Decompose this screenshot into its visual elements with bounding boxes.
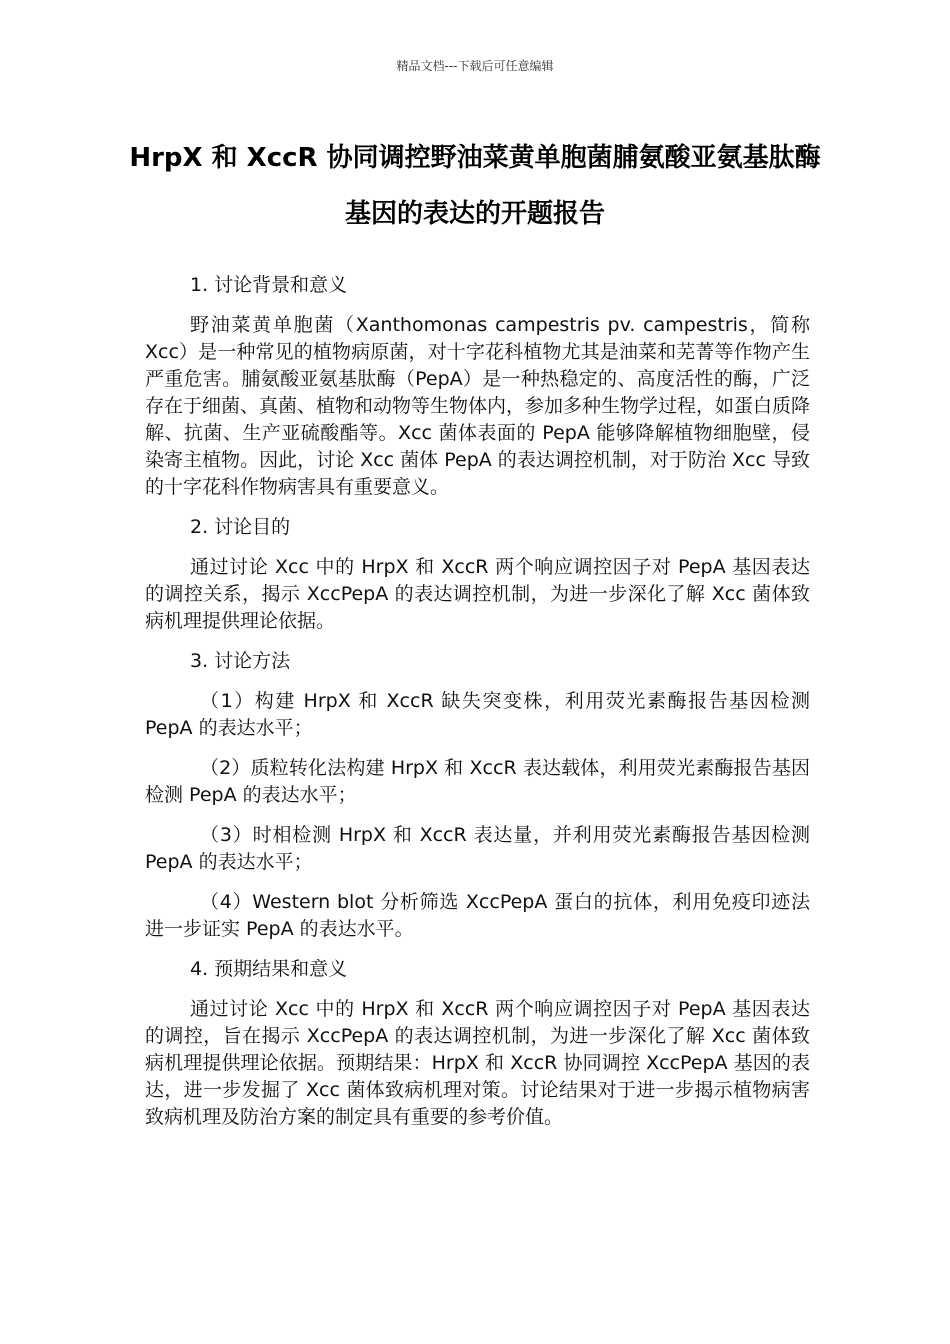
section-heading: 3. 讨论方法 [190, 650, 291, 672]
method-item: （4）Western blot 分析筛选 XccPepA 蛋白的抗体，利用免疫印迹法进一步证实 PepA 的表达水平。 [145, 891, 810, 940]
body-paragraph: 通过讨论 Xcc 中的 HrpX 和 XccR 两个响应调控因子对 PepA 基因表达的调控关系，揭示 XccPepA 的表达调控机制，为进一步深化了解 Xcc 菌体致病机理提供理论依据。 [145, 556, 810, 632]
document-body [145, 272, 810, 1144]
section-methods [145, 648, 810, 943]
method-item: （1）构建 HrpX 和 XccR 缺失突变株，利用荧光素酶报告基因检测 PepA 的表达水平； [145, 690, 810, 739]
document-title: HrpX 和 XccR 协同调控野油菜黄单胞菌脯氨酸亚氨基肽酶基因的表达的开题报告 [129, 143, 821, 229]
section-heading: 4. 预期结果和意义 [190, 958, 348, 980]
section-expected-results [145, 956, 810, 1131]
method-item: （2）质粒转化法构建 HrpX 和 XccR 表达载体，利用荧光素酶报告基因检测 PepA 的表达水平； [145, 757, 810, 806]
method-item: （3）时相检测 HrpX 和 XccR 表达量，并利用荧光素酶报告基因检测 PepA 的表达水平； [145, 824, 810, 873]
section-heading: 1. 讨论背景和意义 [190, 274, 348, 296]
section-purpose [145, 514, 810, 635]
header-note: 精品文档---下载后可任意编辑 [396, 59, 554, 73]
section-heading: 2. 讨论目的 [190, 516, 291, 538]
body-paragraph: 通过讨论 Xcc 中的 HrpX 和 XccR 两个响应调控因子对 PepA 基因表达的调控，旨在揭示 XccPepA 的表达调控机制，为进一步深化了解 Xcc 菌体致病机理提供理论依据。预期结果：HrpX 和 XccR 协同调控 XccPepA 基因的表达，进一步发掘了 Xcc 菌体致病机理对策。讨论结果对于进一步揭示植物病害致病机理及防治方案的制定具有重要的参考价值。 [145, 998, 810, 1128]
section-background [145, 272, 810, 501]
body-paragraph: 野油菜黄单胞菌（Xanthomonas campestris pv. campestris，简称 Xcc）是一种常见的植物病原菌，对十字花科植物尤其是油菜和芜菁等作物产生严重危害。脯氨酸亚氨基肽酶（PepA）是一种热稳定的、高度活性的酶，广泛存在于细菌、真菌、植物和动物等生物体内，参加多种生物学过程，如蛋白质降解、抗菌、生产亚硫酸酯等。Xcc 菌体表面的 PepA 能够降解植物细胞壁，侵染寄主植物。因此，讨论 Xcc 菌体 PepA 的表达调控机制，对于防治 Xcc 导致的十字花科作物病害具有重要意义。 [145, 314, 811, 498]
